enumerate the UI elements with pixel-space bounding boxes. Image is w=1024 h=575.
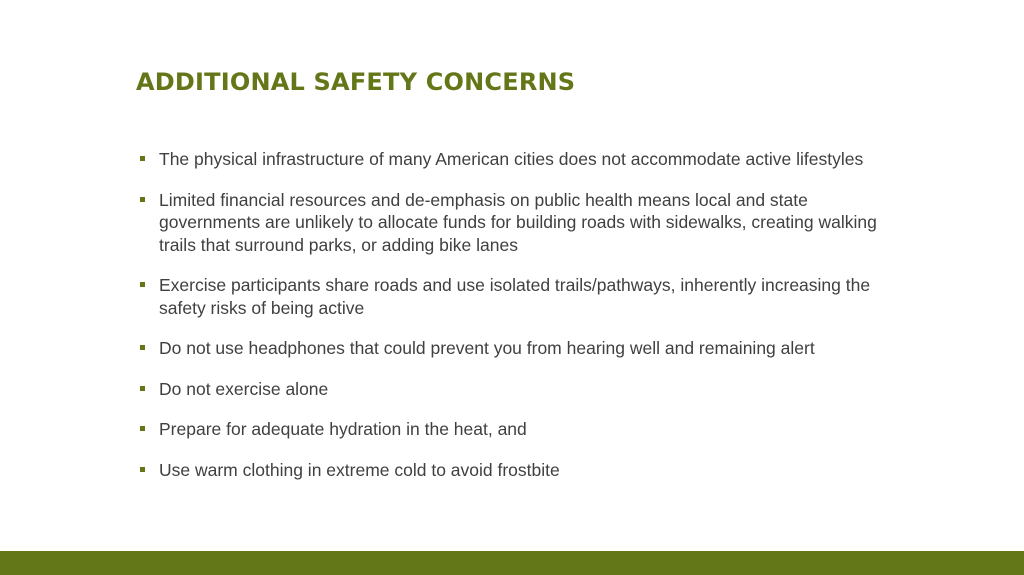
bullet-item — [139, 418, 884, 441]
bullet-item — [139, 459, 884, 482]
square-bullet-icon — [140, 197, 145, 202]
slide-title: ADDITIONAL SAFETY CONCERNS — [136, 68, 576, 96]
bullet-text: Do not use headphones that could prevent you from hearing well and remaining alert — [159, 338, 815, 358]
bullet-item — [139, 274, 884, 319]
square-bullet-icon — [140, 156, 145, 161]
square-bullet-icon — [140, 426, 145, 431]
square-bullet-icon — [140, 386, 145, 391]
bullet-text: Use warm clothing in extreme cold to avoid frostbite — [159, 459, 560, 480]
bullet-item — [139, 378, 884, 401]
bullet-text: Prepare for adequate hydration in the heat, and — [159, 419, 527, 439]
bullet-item — [139, 337, 884, 360]
bullet-text: The physical infrastructure of many American cities does not accommodate active lifestyles — [159, 149, 864, 169]
bullet-text: Exercise participants share roads and use isolated trails/pathways, inherently increasing the safety risks of being active — [159, 275, 871, 318]
square-bullet-icon — [140, 467, 145, 472]
footer-accent-bar — [0, 551, 1024, 575]
bullet-list — [139, 148, 884, 499]
square-bullet-icon — [140, 282, 145, 287]
bullet-text: Do not exercise alone — [159, 378, 329, 399]
bullet-item — [139, 189, 884, 257]
bullet-item — [139, 148, 884, 171]
square-bullet-icon — [140, 345, 145, 350]
bullet-text: Limited financial resources and de-emphasis on public health means local and state governments are unlikely to allocate funds for building roads with sidewalks, creating walking trails that surround parks, or adding bike lanes — [159, 189, 877, 255]
